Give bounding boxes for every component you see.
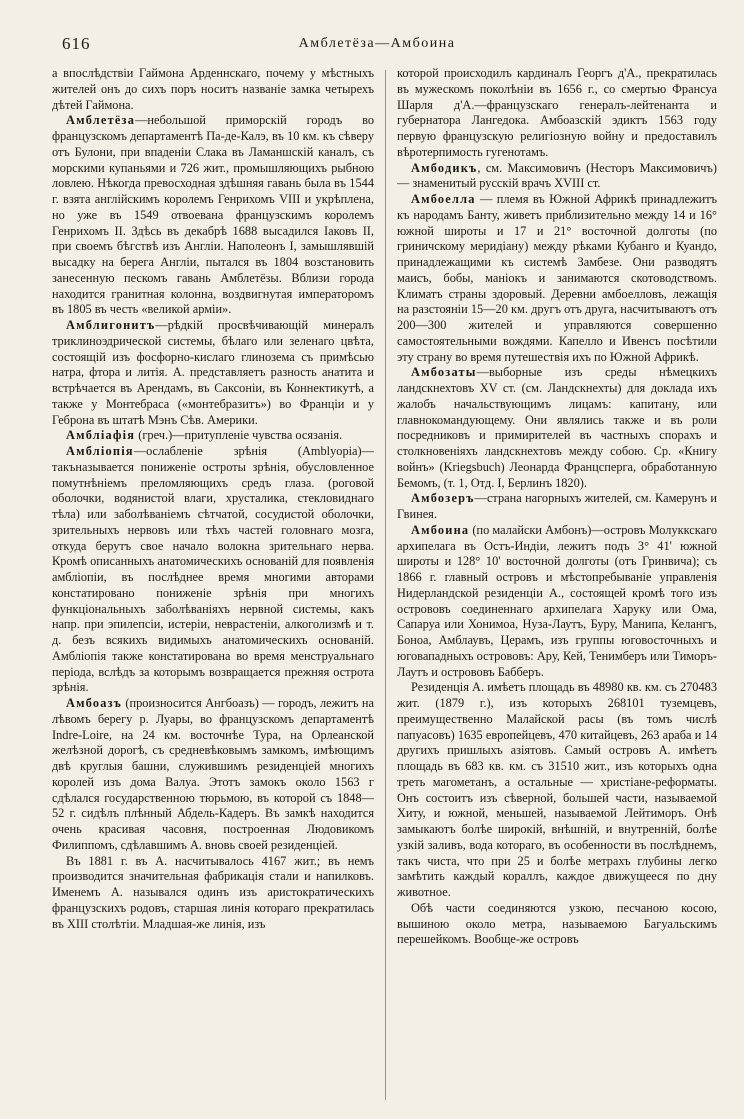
left-column [52, 66, 374, 1106]
entry-ambodik [397, 161, 717, 193]
entry-headword: Амбодикъ [411, 160, 478, 175]
entry-text: —выборные изъ среды нѣмецкихъ ландскнехтовъ XV ст. (см. Ландскнехты) для доклада ихъ жалобъ начальствующимъ лицамъ: капитану, или главнокомандующему. Они являлись также и въ роли посредниковъ и примирителей въ частныхъ спорахъ и столкновеніяхъ ландскнехтовъ между собою. Ср. «Книгу войнъ» (Kriegsbuch) Леонарда Францсперга, обработанную Бемомъ, (т. 1, Отд. I, Берлинъ 1820). [397, 365, 717, 490]
paragraph: Обѣ части соединяются узкою, песчаною косою, вышиною около метра, называемою Багуальскимъ перешейкомъ. Вообще-же островъ [397, 900, 717, 947]
entry-ambleteza [52, 113, 374, 318]
paragraph: Резиденція А. имѣетъ площадь въ 48980 кв. км. съ 270483 жит. (1879 г.), изъ которыхъ 268101 туземцевъ, преимущественно Малайской расы (въ томъ числѣ папуасовъ) 1635 европейцевъ, 470 китайцевъ, 263 араба и 14 другихъ пришлыхъ азіятовъ. Самый островъ А. имѣетъ площадь въ 683 кв. км. съ 31510 жит., изъ которыхъ одна треть магометанъ, а остальные — христіане-реформаты. Онъ состоитъ изъ сѣверной, большей части, называемой Хиту, и южной, меньшей, называемой Лейтиморъ. Онѣ замыкаютъ болѣе широкій, внѣшній, и внутренній, болѣе узкій заливъ, вода котораго, въ особенности въ послѣднемъ, такъ чиста, что при 25 и болѣе метрахъ глубины легко замѣтить каждый кораллъ, каждое движущееся по дну животное. [397, 680, 717, 899]
entry-amboaz [52, 696, 374, 854]
entry-headword: Амбозеръ [411, 491, 475, 506]
entry-ambozaty [397, 365, 717, 491]
right-column [397, 66, 717, 1106]
entry-headword: Амблигонитъ [66, 318, 156, 332]
paragraph: Въ 1881 г. въ А. насчитывалось 4167 жит.; въ немъ производится значительная фабрикація стали и напилковъ. Именемъ А. назывался одинъ изъ аристократическихъ французскихъ родовъ, старшая линія котораго прекратилась въ XIII столѣтіи. Младшая-же линія, изъ [52, 853, 374, 931]
entry-text: —страна нагорныхъ жителей, см. Камерунъ и Гвинея. [397, 491, 717, 521]
entry-text: , см. Максимовичъ (Несторъ Максимовичъ) — знаменитый русскій врачъ XVIII ст. [397, 160, 717, 191]
entry-text: (по малайски Амбонъ)—островъ Молуккскаго архипелага въ Остъ-Индіи, лежитъ подъ 3° 41' южной широты и 128° 10' восточной долготы (отъ Гринвича); съ 1866 г. главный островъ и мѣстопребываніе управленія Нидерландской резиденціи А., состоящей кромѣ того изъ острововъ соединеннаго архипелага Харуку или Ома, Сапаруа или Хонимоа, Нуза-Лаутъ, Буру, Манипа, Келангъ, Боноа, Амблаувъ, Церамъ, изъ группы юговосточныхъ и юговападныхъ острововъ: Ару, Кей, Тенимберъ или Тиморъ-Лаутъ и острововъ Бабберъ. [397, 522, 717, 679]
entry-headword: Амбоазъ [66, 696, 123, 710]
page-number: 616 [62, 34, 91, 53]
entry-text: (произносится Ангбоазъ) — городъ, лежитъ на лѣвомъ берегу р. Луары, во французскомъ департаментѣ Indre-Loire, на 24 км. восточнѣе Тура, на Орлеанской желѣзной дорогѣ, съ средневѣковымъ замкомъ, имѣющимъ двѣ круглыя башни, служившимъ резиденціей многихъ королей изъ дома Валуа. Этотъ замокъ около 1563 г сдѣлался государственною тюрьмою, въ которой съ 1848—52 г. сидѣлъ плѣнный Абдель-Кадеръ. Въ замкѣ находится очень красивая часовня, построенная Людовикомъ Филиппомъ, сдѣлавшимъ А. вновь своей резиденціей. [52, 696, 374, 852]
entry-ambliafia [52, 428, 374, 444]
column-divider [385, 70, 386, 1100]
page-header [50, 34, 704, 56]
continuation-paragraph: которой происходилъ кардиналъ Георгъ д'А., прекратилась въ мужескомъ поколѣніи въ 1656 г., со смертью Франсуа Шарля д'А.—французскаго генералъ-лейтенанта и губернатора Лангедока. Амбоазскій эдиктъ 1563 году первую французскую религіозную войну и предоставилъ вѣротерпимость гугенотамъ. [397, 66, 717, 159]
entry-text: (греч.)—притупленіе чувства осязанія. [135, 428, 343, 443]
entry-headword: Амбліафія [66, 428, 136, 443]
entry-ambligonit [52, 318, 374, 428]
continuation-paragraph: а впослѣдствіи Гаймона Арденнскаго, почему у мѣстныхъ жителей онъ до сихъ поръ носитъ названіе замка четырехъ дѣтей Гаймона. [52, 66, 374, 112]
entry-headword: Амбоелла [411, 192, 476, 206]
entry-text: —рѣдкій просвѣчивающій минералъ триклиноэдрической системы, бѣлаго или зеленаго цвѣта, состоящій изъ фосфорно-кислаго глинозема съ примѣсью натра, фтора и литія. А. представляетъ разность анатита и встрѣчается въ Арендамъ, въ Саксоніи, въ Коннектикутѣ, а также у Монтебраса («монтебразитъ») во Франціи и у Геброна въ штатѣ Мэнъ Сѣв. Америки. [52, 318, 374, 427]
entry-text: — племя въ Южной Африкѣ принадлежитъ къ народамъ Банту, живетъ приблизительно между 14 и 16° южной широты и 17 и 21° восточной долготы (по гриничскому меридіану) между рѣками Кубанго и Куандо, принадлежащими къ системѣ Замбезе. Они разводятъ маисъ, бобы, маніокъ и занимаются скотоводствомъ. Климатъ страны здоровый. Деревни амбоелловъ, лежащія на разстояніи 15—20 км. другъ отъ друга, насчитываютъ отъ 200—300 жителей и управляются совершенно самостоятельными вождями. Капелло и Ивенсъ посѣтили эту страну во время путешествія ихъ по Южной Африкѣ. [397, 192, 717, 364]
entry-headword: Амблетёза [66, 113, 136, 128]
entry-amboella [397, 192, 717, 365]
entry-headword: Амбоина [411, 522, 470, 537]
entry-ambliopia [52, 444, 374, 696]
entry-amboina [397, 523, 717, 681]
entry-text: —ослабленіе зрѣнія (Amblyopia)—такъназывается пониженіе остроты зрѣнія, обусловленное помутнѣніемъ преломляющихъ средъ глаза. (роговой оболочки, водянистой влаги, хрусталика, стекловиднаго тѣла) или заболѣваніемъ сѣтчатой, сосудистой оболочки, зрительныхъ нервовъ или тѣхъ частей головнаго мозга, откуда берутъ свое начало волокна зрительнаго нерва. Кромѣ описанныхъ анатомическихъ основаній для появленія амбліопіи, въ послѣднее время многими авторами констатировано пониженіе зрѣнія при многихъ функціональныхъ заболѣваніяхъ нервной системы, какъ напр. при эпилепсіи, истеріи, неврастеніи, алкоголизмѣ и т. д. безъ всякихъ видимыхъ анатомическихъ основаній. Амбліопія также констатирована во время менструальнаго періода, вслѣдъ за которымъ возвращается прежняя острота зрѣнія. [52, 444, 374, 695]
entry-ambozer [397, 491, 717, 523]
running-title: Амблетёза—Амбоина [298, 36, 456, 51]
entry-text: —небольшой приморскій городъ во французскомъ департаментѣ Па-де-Калэ, въ 10 км. къ сѣверу отъ Булони, при впаденіи Слака въ Ламаншскій каналъ, съ морскими купаньями и 726 жит., промышляющихъ рыбною ловлею. Нѣкогда превосходная здѣшняя гавань была въ 1544 г. взята англійскимъ королемъ Генрихомъ VIII и укрѣплена, но уже въ 1549 отвоевана французскимъ королемъ Генрихомъ II. Здѣсь въ декабрѣ 1688 высадился Іаковъ II, при своемъ бѣгствѣ изъ Англіи. Наполеонъ I, замышлявшій высадку на берега Англіи, пытался въ 1804 возстановить занесенную пескомъ гавань Амблетёзы. Вблизи города находится гранитная колонна, воздвигнутая императоромъ въ 1805 въ честь «великой арміи». [52, 113, 374, 317]
entry-headword: Амбліопія [66, 444, 134, 458]
entry-headword: Амбозаты [411, 365, 477, 380]
